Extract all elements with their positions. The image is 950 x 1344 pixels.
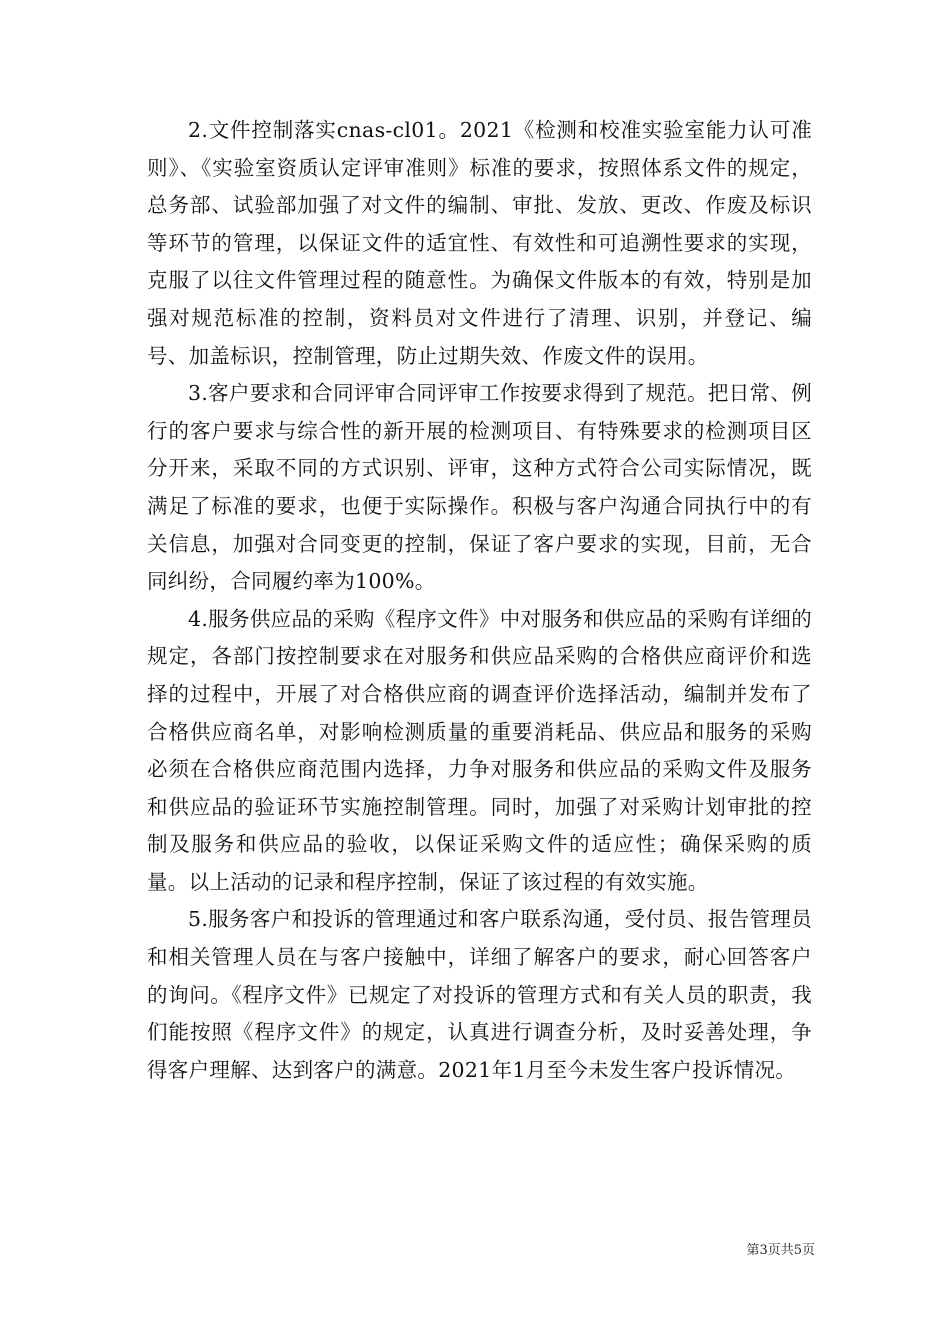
paragraph-document-control: 2.文件控制落实cnas-cl01。2021《检测和校准实验室能力认可准则》、《实验室资质认定评审准则》标准的要求，按照体系文件的规定，总务部、试验部加强了对文件的编制、审批、发放、更改、作废及标识等环节的管理，以保证文件的适宜性、有效性和可追溯性要求的实现，克服了以往文件管理过程的随意性。为确保文件版本的有效，特别是加强对规范标准的控制，资料员对文件进行了清理、识别，并登记、编号、加盖标识，控制管理，防止过期失效、作废文件的误用。 — [147, 118, 812, 368]
paragraph-customer-service: 5.服务客户和投诉的管理通过和客户联系沟通，受付员、报告管理员和相关管理人员在与客户接触中，详细了解客户的要求，耐心回答客户的询问。《程序文件》已规定了对投诉的管理方式和有关人员的职责，我们能按照《程序文件》的规定，认真进行调查分析，及时妥善处理，争得客户理解、达到客户的满意。2021年1月至今未发生客户投诉情况。 — [147, 907, 812, 1082]
paragraph-procurement: 4.服务供应品的采购《程序文件》中对服务和供应品的采购有详细的规定，各部门按控制要求在对服务和供应品采购的合格供应商评价和选择的过程中，开展了对合格供应商的调查评价选择活动，编制并发布了合格供应商名单，对影响检测质量的重要消耗品、供应品和服务的采购必须在合格供应商范围内选择，力争对服务和供应品的采购文件及服务和供应品的验证环节实施控制管理。同时，加强了对采购计划审批的控制及服务和供应品的验收，以保证采购文件的适应性；确保采购的质量。以上活动的记录和程序控制，保证了该过程的有效实施。 — [147, 606, 812, 894]
page-number: 第3页共5页 — [746, 1243, 815, 1258]
paragraph-contract-review: 3.客户要求和合同评审合同评审工作按要求得到了规范。把日常、例行的客户要求与综合性的新开展的检测项目、有特殊要求的检测项目区分开来，采取不同的方式识别、评审，这种方式符合公司实际情况，既满足了标准的要求，也便于实际操作。积极与客户沟通合同执行中的有关信息，加强对合同变更的控制，保证了客户要求的实现，目前，无合同纠纷，合同履约率为100%。 — [147, 381, 812, 594]
document-body — [147, 112, 812, 1089]
